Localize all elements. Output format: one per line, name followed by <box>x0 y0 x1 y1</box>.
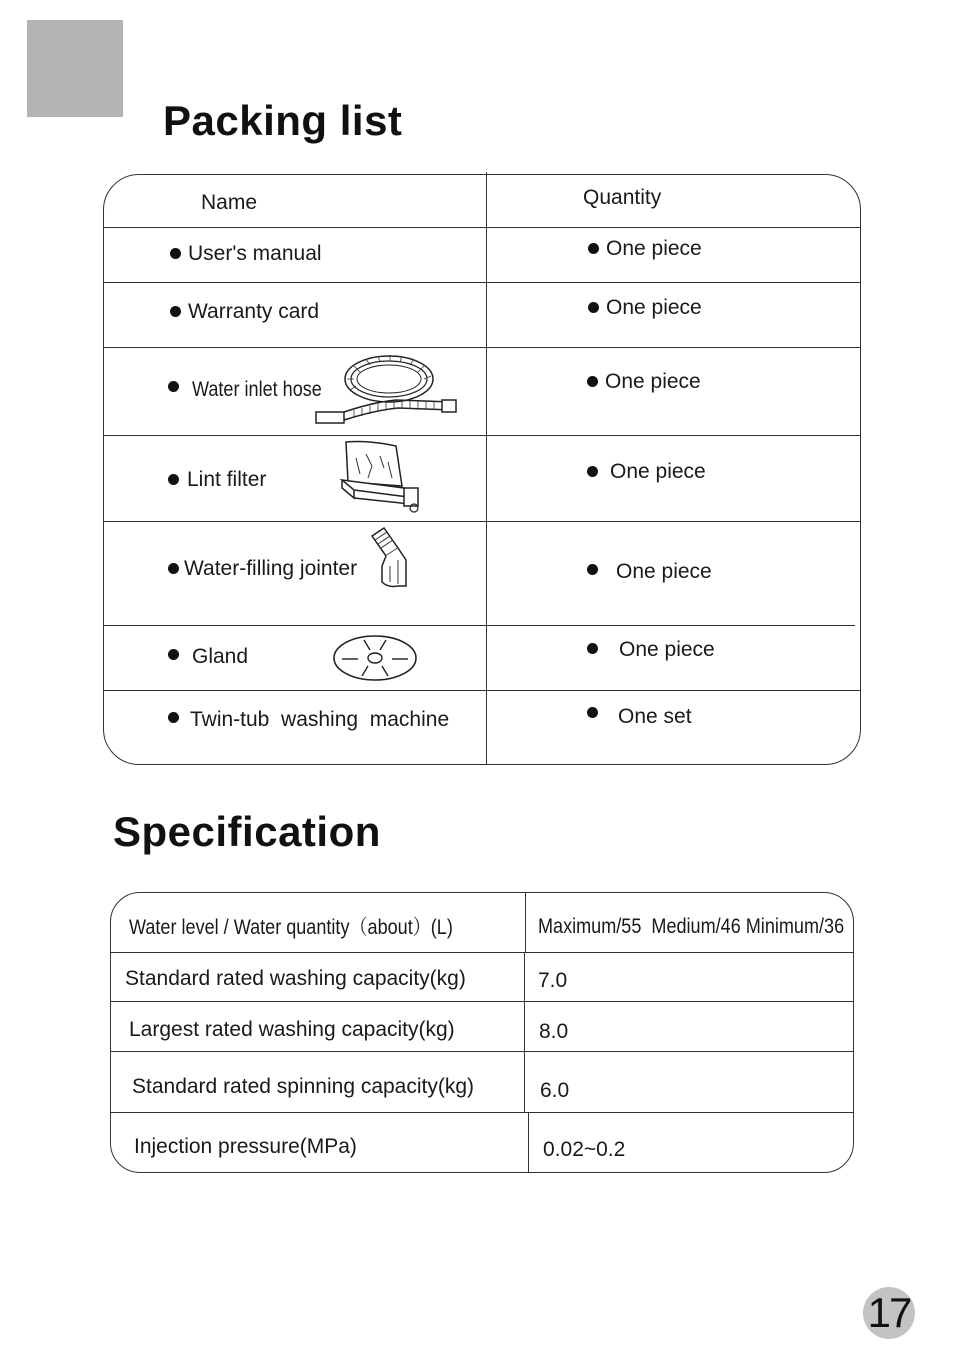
item-quantity: One piece <box>606 296 702 319</box>
row-divider <box>104 521 860 522</box>
specification-title: Specification <box>113 808 381 855</box>
bullet-icon <box>588 302 599 313</box>
column-divider <box>528 1113 529 1173</box>
corner-tab-block <box>27 20 123 117</box>
item-quantity: One piece <box>605 370 701 393</box>
item-quantity: One piece <box>616 560 712 583</box>
spec-label: Standard rated spinning capacity(kg) <box>132 1075 475 1098</box>
column-divider <box>486 172 487 765</box>
item-quantity: One piece <box>606 237 702 260</box>
row-divider <box>111 952 853 953</box>
item-quantity: One piece <box>610 460 706 483</box>
item-name: Water-filling jointer <box>184 557 358 580</box>
spec-label: Injection pressure(MPa) <box>134 1135 357 1158</box>
bullet-icon <box>168 474 179 485</box>
spec-value: 6.0 <box>540 1079 570 1102</box>
spec-label: Water level / Water quantity（about）(L) <box>129 916 453 939</box>
water-filling-jointer-icon <box>368 526 412 590</box>
bullet-icon <box>168 563 179 574</box>
bullet-icon <box>587 466 598 477</box>
spec-value: 8.0 <box>539 1020 569 1043</box>
item-name: Gland <box>192 645 249 668</box>
item-name: Twin-tub washing machine <box>190 708 450 731</box>
water-inlet-hose-icon <box>314 352 458 426</box>
item-name: Warranty card <box>188 300 320 323</box>
bullet-icon <box>170 248 181 259</box>
packing-list-title: Packing list <box>163 97 403 144</box>
bullet-icon <box>587 707 598 718</box>
row-divider <box>104 227 860 228</box>
row-divider <box>104 347 860 348</box>
row-divider <box>103 625 855 626</box>
spec-value: 0.02~0.2 <box>543 1138 626 1161</box>
row-divider <box>111 1001 853 1002</box>
column-divider <box>525 893 526 953</box>
row-divider <box>111 1112 853 1113</box>
item-name: User's manual <box>188 242 322 265</box>
lint-filter-icon <box>338 438 426 516</box>
item-quantity: One set <box>618 705 692 728</box>
page-number: 17 <box>863 1287 915 1339</box>
item-name: Water inlet hose <box>192 378 322 401</box>
spec-label: Largest rated washing capacity(kg) <box>129 1018 455 1041</box>
gland-icon <box>332 634 418 682</box>
item-name: Lint filter <box>187 468 267 491</box>
row-divider <box>104 690 860 691</box>
bullet-icon <box>168 712 179 723</box>
column-divider <box>524 953 525 1113</box>
spec-value: 7.0 <box>538 969 568 992</box>
bullet-icon <box>168 381 179 392</box>
spec-value: Maximum/55 Medium/46 Minimum/36 <box>538 915 845 938</box>
column-header-quantity: Quantity <box>583 186 662 209</box>
row-divider <box>104 435 860 436</box>
bullet-icon <box>588 243 599 254</box>
column-header-name: Name <box>201 191 258 214</box>
bullet-icon <box>587 564 598 575</box>
row-divider <box>111 1051 853 1052</box>
item-quantity: One piece <box>619 638 715 661</box>
bullet-icon <box>168 649 179 660</box>
row-divider <box>104 282 860 283</box>
bullet-icon <box>170 306 181 317</box>
bullet-icon <box>587 376 598 387</box>
bullet-icon <box>587 643 598 654</box>
spec-label: Standard rated washing capacity(kg) <box>125 967 466 990</box>
